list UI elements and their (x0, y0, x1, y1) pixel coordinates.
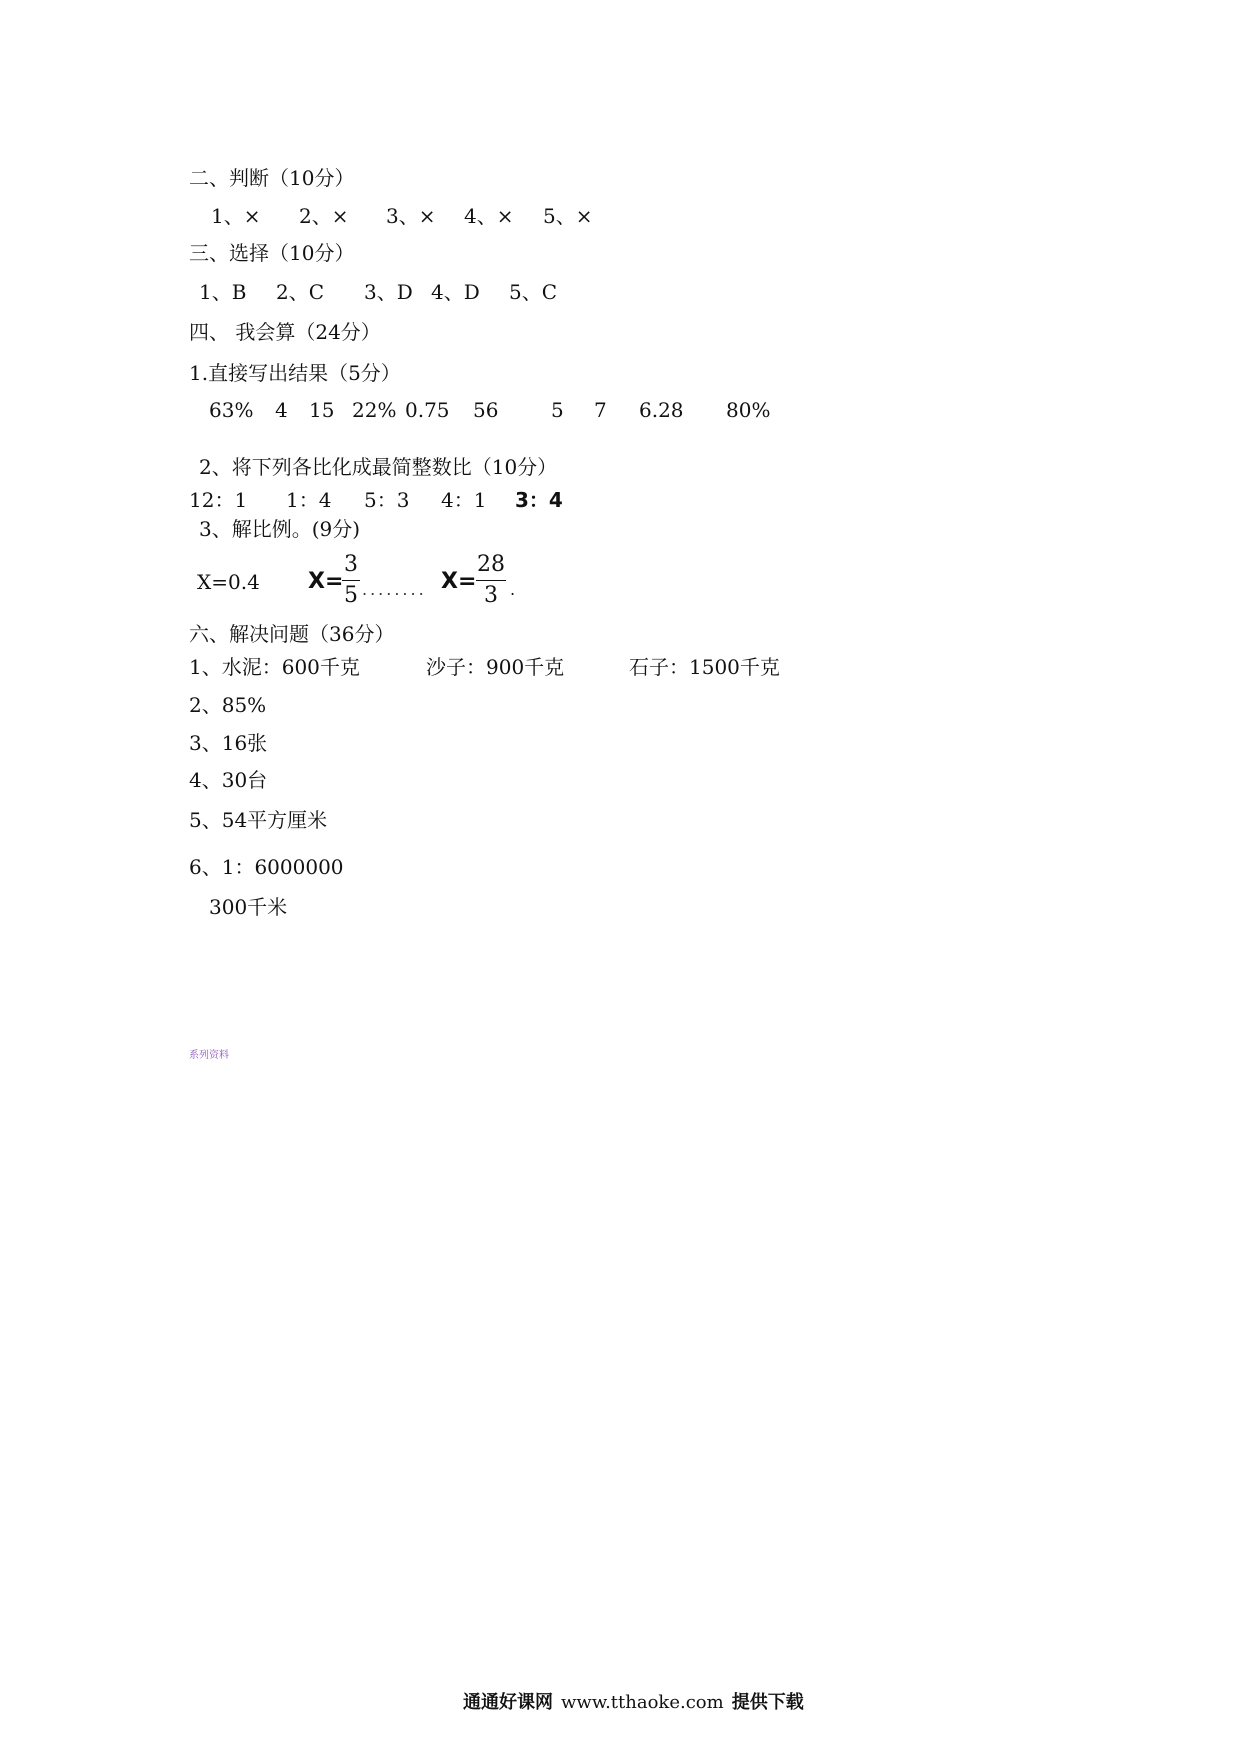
answer-item: 1、× (211, 204, 261, 228)
answer-item: 沙子：900千克 (426, 655, 565, 679)
answer-item: 2、C (276, 280, 325, 304)
answer-item: 6.28 (639, 398, 684, 422)
answer-x1: X=0.4 (197, 570, 260, 594)
section-2-title: 二、判断（10分） (189, 166, 355, 190)
answer-6: 6、1：6000000 (189, 855, 344, 879)
answer-item: 4：1 (441, 488, 487, 512)
answer-item: 12：1 (189, 488, 248, 512)
answer-item: 3、× (386, 204, 436, 228)
answer-item: 4、× (464, 204, 514, 228)
watermark-text: 系列资料 (189, 1050, 229, 1061)
fraction-bar (342, 580, 360, 581)
answer-2: 2、85% (189, 693, 267, 717)
footer-url: www.tthaoke.com (561, 1692, 724, 1713)
section-3-title: 三、选择（10分） (189, 241, 355, 265)
fraction-bar (476, 580, 506, 581)
answer-item: 3、D (364, 280, 413, 304)
answer-item: 5、× (543, 204, 593, 228)
answer-5: 5、54平方厘米 (189, 808, 328, 832)
answer-item: 3：4 (515, 488, 563, 512)
footer (463, 1688, 804, 1714)
fraction-x2 (342, 552, 360, 609)
answer-item: 1：4 (286, 488, 332, 512)
dot-leader: ........ (362, 580, 427, 599)
q2-title: 2、将下列各比化成最简整数比（10分） (199, 455, 558, 479)
footer-suffix: 提供下载 (731, 1692, 804, 1713)
q1-answers (0, 398, 1240, 422)
answer-item: 22% (352, 398, 397, 422)
fraction-numerator: 28 (477, 552, 505, 577)
answer-item: 4、D (431, 280, 480, 304)
q1-title: 1.直接写出结果（5分） (189, 361, 401, 385)
answer-item: 5：3 (364, 488, 410, 512)
answer-6-distance: 300千米 (209, 895, 288, 919)
answer-1-row (0, 655, 1240, 679)
answer-4: 4、30台 (189, 768, 268, 792)
answer-item: 2、× (299, 204, 349, 228)
fraction-numerator: 3 (344, 552, 358, 577)
answer-item: 5、C (509, 280, 558, 304)
answer-3: 3、16张 (189, 731, 268, 755)
fraction-denominator: 3 (484, 583, 498, 608)
section-6-title: 六、解决问题（36分） (189, 622, 395, 646)
answer-item: 63% (209, 398, 254, 422)
footer-site-name: 通通好课网 (463, 1692, 553, 1713)
answer-item: 15 (309, 398, 335, 422)
answer-item: 5 (551, 398, 564, 422)
fraction-x3 (476, 552, 506, 609)
fraction-denominator: 5 (344, 583, 358, 608)
answer-x3-label: X= (441, 569, 477, 594)
answer-item: 56 (473, 398, 499, 422)
answer-item: 80% (726, 398, 771, 422)
answer-item: 1、水泥：600千克 (189, 655, 360, 679)
section-3-answers (0, 280, 1240, 304)
answer-x2-label: X= (308, 569, 344, 594)
q2-answers (0, 488, 1240, 512)
answer-item: 1、B (199, 280, 247, 304)
answer-item: 7 (594, 398, 607, 422)
section-4-title: 四、 我会算（24分） (189, 320, 381, 344)
answer-item: 4 (275, 398, 288, 422)
q3-title: 3、解比例。(9分) (199, 517, 361, 541)
section-2-answers (0, 204, 1240, 228)
answer-item: 0.75 (405, 398, 450, 422)
end-dot: . (510, 580, 516, 599)
answer-item: 石子：1500千克 (629, 655, 780, 679)
q3-answers (0, 552, 1240, 616)
